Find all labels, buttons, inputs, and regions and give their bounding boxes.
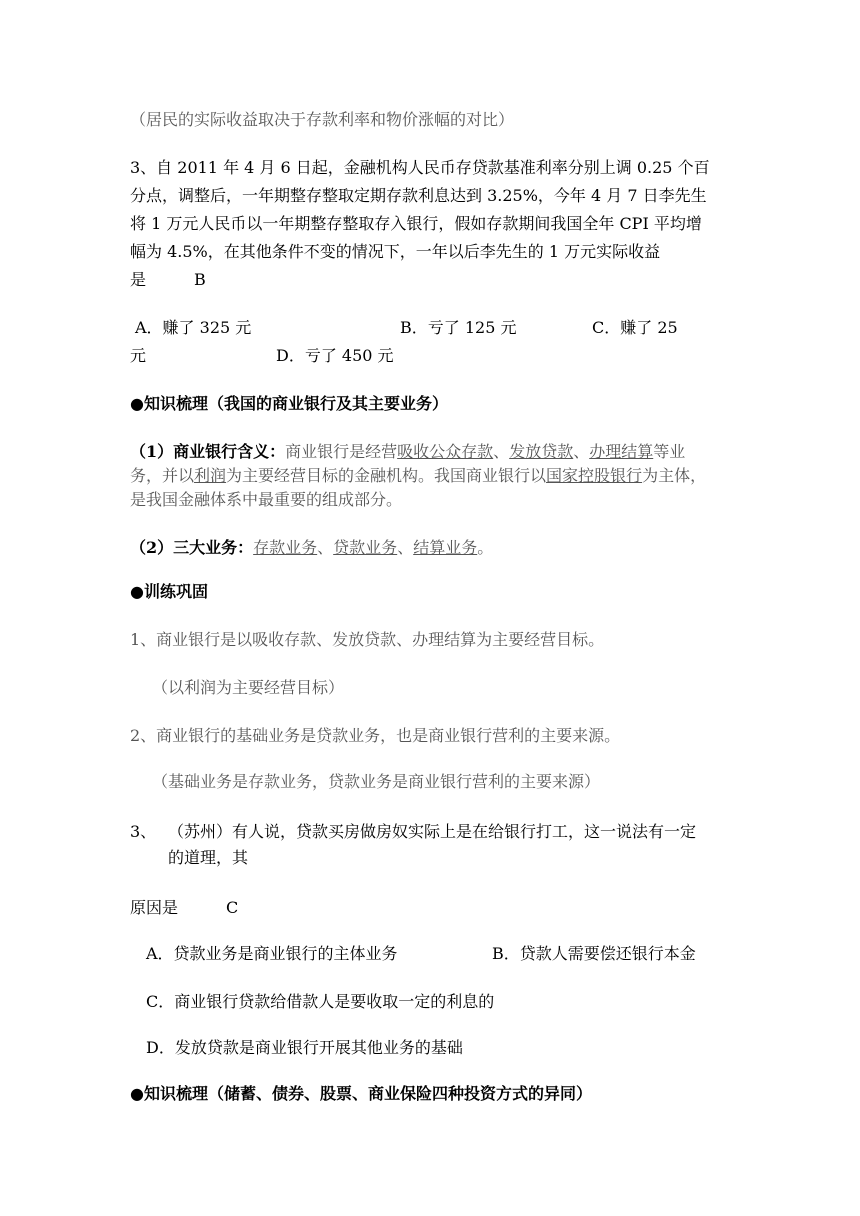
- question-3-line-1: 3、自 2011 年 4 月 6 日起，金融机构人民币存贷款基准利率分别上调 0.25 个百: [130, 158, 710, 177]
- section-heading-practice: ●训练巩固: [130, 582, 208, 601]
- definition-text: 等业: [653, 442, 686, 461]
- question-3-line-3: 将 1 万元人民币以一年期整存整取存入银行，假如存款期间我国全年 CPI 平均增: [130, 214, 702, 233]
- practice-1: 1、商业银行是以吸收存款、发放贷款、办理结算为主要经营目标。: [130, 630, 605, 649]
- question-3-answer: 是 B: [130, 270, 206, 289]
- option-c-continued: 元: [130, 346, 147, 365]
- definition-label: （1）商业银行含义：: [130, 442, 286, 461]
- section-heading-investments: ●知识梳理（储蓄、债券、股票、商业保险四种投资方式的异同）: [130, 1084, 592, 1103]
- businesses-label: （2）三大业务：: [130, 538, 254, 557]
- practice-2-note: （基础业务是存款业务，贷款业务是商业银行营利的主要来源）: [152, 772, 601, 791]
- practice-2: 2、商业银行的基础业务是贷款业务，也是商业银行营利的主要来源。: [130, 726, 621, 745]
- practice-3-line-2: 的道理，其: [168, 848, 249, 867]
- term-settlement-business: 结算业务: [413, 538, 478, 557]
- practice-3-answer: 原因是 C: [130, 898, 239, 917]
- term-loan-business: 贷款业务: [333, 538, 398, 557]
- three-businesses: [130, 537, 493, 559]
- separator: 、: [317, 538, 334, 557]
- definition-text: 务，并以: [130, 466, 195, 485]
- definition-paragraph-line-3: 是我国金融体系中最重要的组成部分。: [130, 490, 403, 509]
- term-settlement: 办理结算: [589, 442, 654, 461]
- question-3-line-4: 幅为 4.5%，在其他条件不变的情况下，一年以后李先生的 1 万元实际收益: [130, 242, 661, 261]
- note-actual-return: （居民的实际收益取决于存款利率和物价涨幅的对比）: [130, 110, 515, 129]
- option-c: C．赚了 25: [592, 318, 678, 337]
- practice-1-note: （以利润为主要经营目标）: [152, 678, 345, 697]
- definition-paragraph-line-2: [130, 465, 706, 487]
- term-profit: 利润: [194, 466, 227, 485]
- question-3-line-2: 分点，调整后，一年期整存整取定期存款利息达到 3.25%，今年 4 月 7 日李先生: [130, 186, 707, 205]
- practice-3-option-b: B．贷款人需要偿还银行本金: [492, 944, 696, 963]
- practice-3-line-1: （苏州）有人说，贷款买房做房奴实际上是在给银行打工，这一说法有一定: [168, 822, 697, 841]
- option-a: A．赚了 325 元: [135, 318, 252, 337]
- separator: 、: [397, 538, 414, 557]
- separator: 、: [573, 442, 590, 461]
- definition-text: 为主体，: [642, 466, 707, 485]
- separator: 、: [493, 442, 510, 461]
- practice-3-option-c: C．商业银行贷款给借款人是要收取一定的利息的: [146, 992, 495, 1011]
- practice-3-option-d: D．发放贷款是商业银行开展其他业务的基础: [146, 1038, 463, 1057]
- term-state-banks: 国家控股银行: [546, 466, 643, 485]
- term-deposits: 吸收公众存款: [397, 442, 494, 461]
- term-loans: 发放贷款: [509, 442, 574, 461]
- term-deposit-business: 存款业务: [253, 538, 318, 557]
- practice-3-number: 3、: [130, 822, 157, 841]
- option-d: D．亏了 450 元: [276, 346, 394, 365]
- option-b: B．亏了 125 元: [400, 318, 517, 337]
- section-heading-banks: ●知识梳理（我国的商业银行及其主要业务）: [130, 394, 448, 413]
- definition-text: 商业银行是经营: [285, 442, 398, 461]
- definition-paragraph-line-1: [130, 441, 685, 463]
- practice-3-option-a: A．贷款业务是商业银行的主体业务: [146, 944, 398, 963]
- separator: 。: [477, 538, 494, 557]
- definition-text: 为主要经营目标的金融机构。我国商业银行以: [226, 466, 547, 485]
